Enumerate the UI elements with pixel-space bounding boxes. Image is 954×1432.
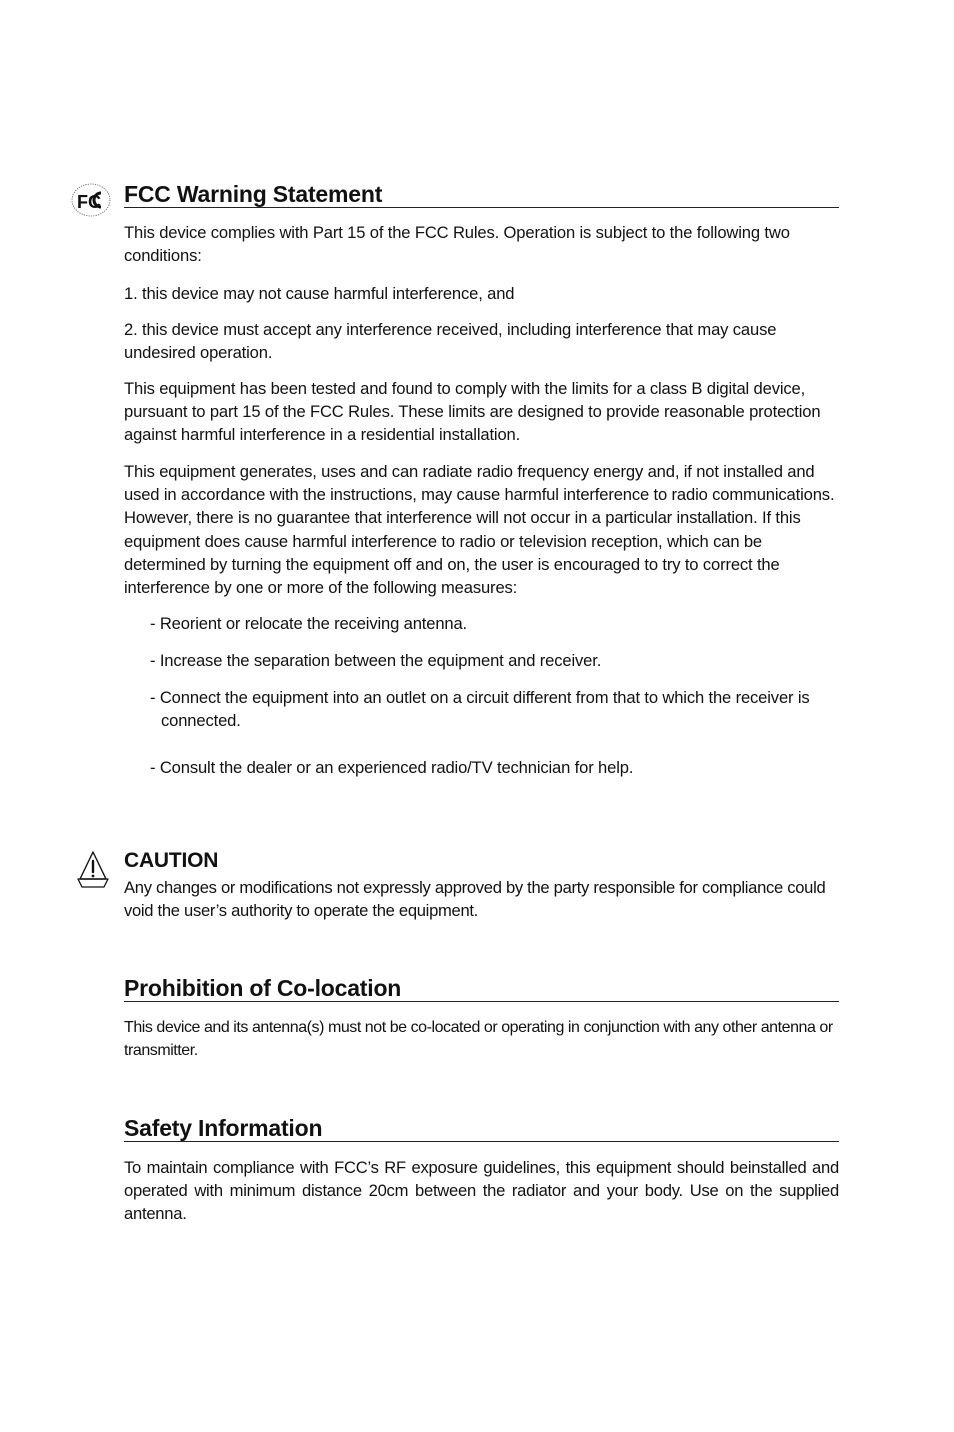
safety-text: To maintain compliance with FCC’s RF exposure guidelines, this equipment should beinstalled and operated with minimum distance 20cm between the radiator and your body. Use on the supplied antenna. xyxy=(124,1158,839,1224)
fcc-warning-heading: FCC Warning Statement xyxy=(124,181,839,208)
colocation-text: This device and its antenna(s) must not be co-located or operating in conjunction with any other antenna or transmitter. xyxy=(124,1019,833,1060)
fcc-condition-1: 1. this device may not cause harmful interference, and xyxy=(124,284,515,303)
caution-title: CAUTION xyxy=(124,849,219,872)
caution-text: Any changes or modifications not expressly approved by the party responsible for compliance could void the user’s authority to operate the equipment. xyxy=(124,878,826,921)
measure-item: - Increase the separation between the equipment and receiver. xyxy=(150,651,602,670)
colocation-heading: Prohibition of Co-location xyxy=(124,975,839,1002)
measure-item: - Reorient or relocate the receiving antenna. xyxy=(150,614,468,633)
measure-item: - Consult the dealer or an experienced radio/TV technician for help. xyxy=(150,758,634,777)
caution-warning-icon xyxy=(74,849,112,891)
fcc-intro-text: This device complies with Part 15 of the FCC Rules. Operation is subject to the following two conditions: xyxy=(124,223,790,266)
fcc-condition-2: 2. this device must accept any interference received, including interference that may cause undesired operation. xyxy=(124,320,777,363)
fcc-tested-text: This equipment has been tested and found to comply with the limits for a class B digital device, pursuant to part 15 of the FCC Rules. These limits are designed to provide reasonable protection against harmful interference in a residential installation. xyxy=(124,379,821,445)
svg-text:FC: FC xyxy=(77,192,101,212)
measure-item: - Connect the equipment into an outlet on a circuit different from that to which the receiver is connected. xyxy=(150,688,810,731)
safety-heading: Safety Information xyxy=(124,1115,839,1142)
fcc-logo-icon xyxy=(69,180,113,218)
fcc-generates-text: This equipment generates, uses and can radiate radio frequency energy and, if not installed and used in accordance with the instructions, may cause harmful interference to radio communications. However, there is no guarantee that interference will not occur in a particular installation. If this equipment does cause harmful interference to radio or television reception, which can be determined by turning the equipment off and on, the user is encouraged to try to correct the interference by one or more of the following measures: xyxy=(124,462,835,598)
